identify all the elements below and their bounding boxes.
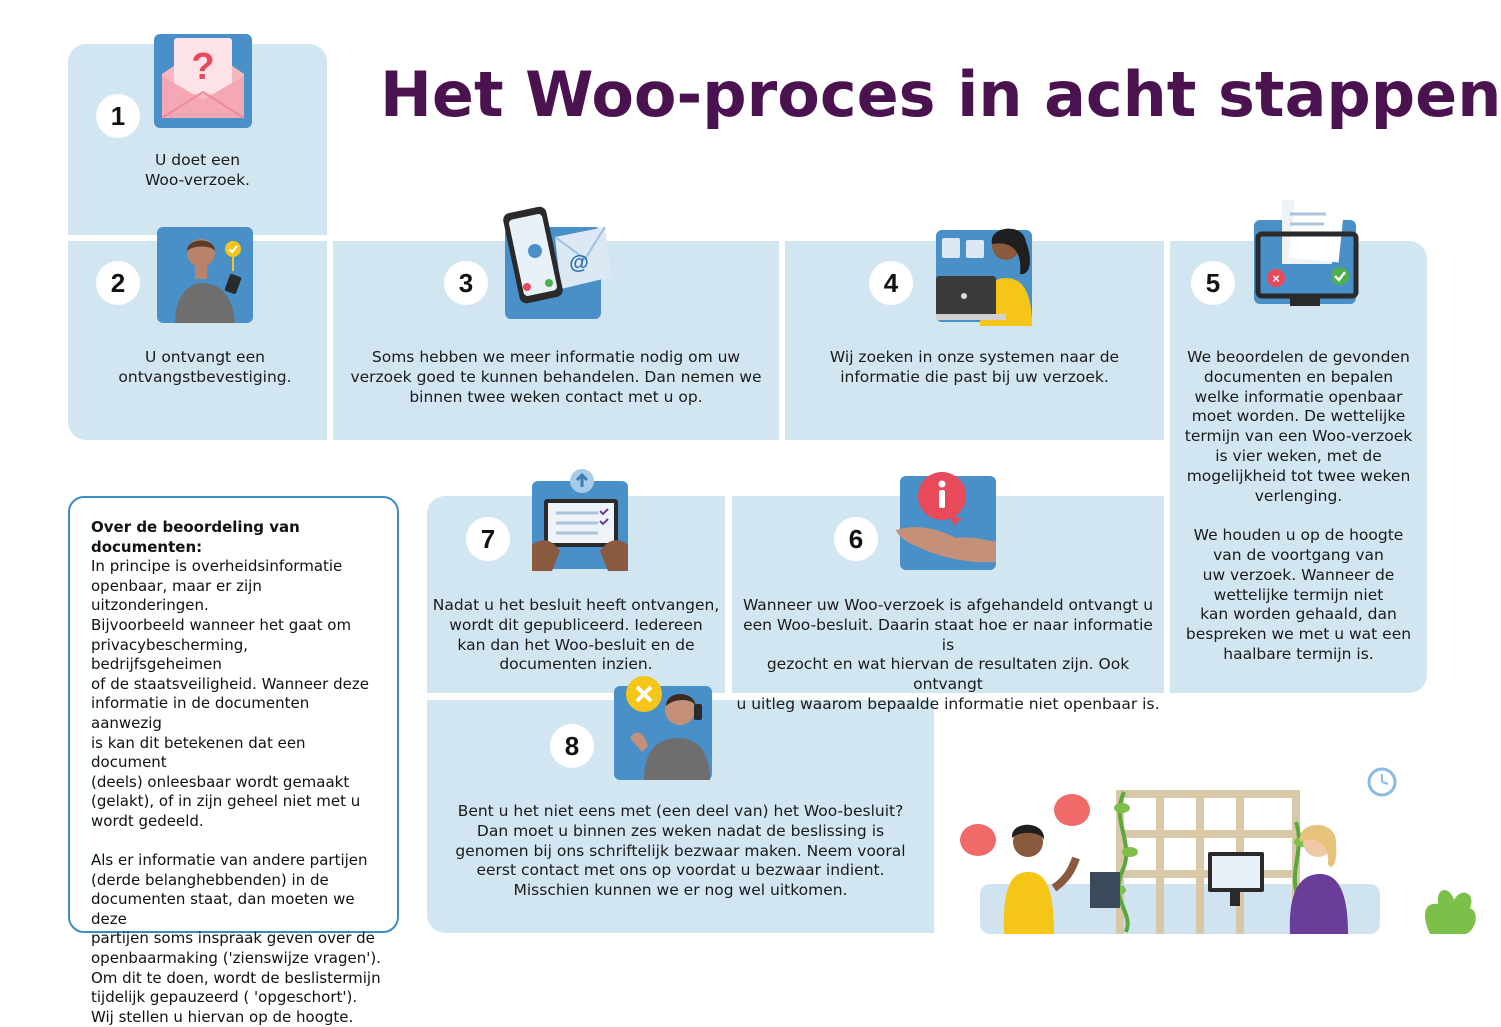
info-heading: Over de beoordeling van documenten:	[91, 518, 300, 556]
tablet-publish-icon	[532, 467, 630, 575]
info-paragraph-1: In principe is overheidsinformatie openbaar, maar er zijn uitzonderingen. Bijvoorbeeld wanneer het gaat om privacybescherming, bedrijfsgeheimen of de staatsveiligheid. Wanneer deze informatie in de documenten aanwezig is kan dit betekenen dat een document (deels) onleesbaar wordt gemaakt (gelakt), of in zijn geheel niet met u wordt gedeeld.	[91, 557, 369, 830]
step-3-number: 3	[444, 261, 488, 305]
svg-text:@: @	[569, 252, 589, 274]
info-paragraph-2: Als er informatie van andere partijen (derde belanghebbenden) in de documenten staat, dan moeten we deze partijen soms inspraak geven over de openbaarmaking ('zienswijze vragen'). Om dit te doen, wordt de beslistermijn tijdelijk gepauzeerd ( 'opgeschort'). Wij stellen u hiervan op de hoogte.	[91, 851, 381, 1026]
person-phone-objection-icon	[614, 674, 712, 782]
step-1-number: 1	[96, 94, 140, 138]
step-3-text: Soms hebben we meer informatie nodig om uw verzoek goed te kunnen behandelen. Dan nemen we binnen twee weken contact met u op.	[350, 348, 762, 406]
step-8-text: Bent u het niet eens met (een deel van) het Woo-besluit? Dan moet u binnen zes weken nadat de beslissing is genomen bij ons schriftelijk bezwaar maken. Neem vooral eerst contact met ons op voordat u bezwaar indient. Misschien kunnen we er nog wel uitkomen.	[455, 802, 906, 900]
step-5-text: We beoordelen de gevonden documenten en bepalen welke informatie openbaar moet worden. De wettelijke termijn van een Woo-verzoek is vier weken, met de mogelijkheid tot twee weken verlenging. We houden u op de hoogte van de voortgang van uw verzoek. Wanneer de wettelijke termijn niet kan worden gehaald, dan bespreken we met u wat een haalbare termijn is.	[1184, 348, 1413, 663]
step-1-text: U doet een Woo-verzoek.	[145, 151, 250, 189]
person-phone-check-icon	[157, 227, 253, 323]
hand-info-icon	[896, 466, 1000, 572]
svg-text:×: ×	[1272, 271, 1280, 286]
step-8-number: 8	[550, 724, 594, 768]
monitor-documents-approve-reject-icon	[1254, 196, 1360, 314]
step-2-number: 2	[96, 261, 140, 305]
phone-email-icon	[505, 207, 611, 321]
step-4-text: Wij zoeken in onze systemen naar de informatie die past bij uw verzoek.	[829, 348, 1120, 386]
person-laptop-search-icon	[936, 216, 1036, 326]
page-title: Het Woo-proces in acht stappen	[380, 58, 1501, 131]
step-6-number: 6	[834, 517, 878, 561]
step-2-text: U ontvangt een ontvangstbevestiging.	[118, 348, 292, 386]
step-6-text: Wanneer uw Woo-verzoek is afgehandeld ontvangt u een Woo-besluit. Daarin staat hoe er naar informatie is gezocht en wat hiervan de resultaten zijn. Ook ontvangt u uitleg waarom bepaalde informatie niet openbaar is.	[736, 596, 1160, 713]
assessment-info-box	[68, 496, 399, 1026]
svg-text:?: ?	[191, 46, 215, 88]
step-7-number: 7	[466, 517, 510, 561]
step-7-text: Nadat u het besluit heeft ontvangen, wordt dit gepubliceerd. Iedereen kan dan het Woo-besluit en de documenten inzien.	[432, 596, 720, 674]
step-5-number: 5	[1191, 261, 1235, 305]
office-conversation-illustration	[950, 762, 1480, 934]
step-4-number: 4	[869, 261, 913, 305]
envelope-question-icon	[154, 34, 252, 128]
